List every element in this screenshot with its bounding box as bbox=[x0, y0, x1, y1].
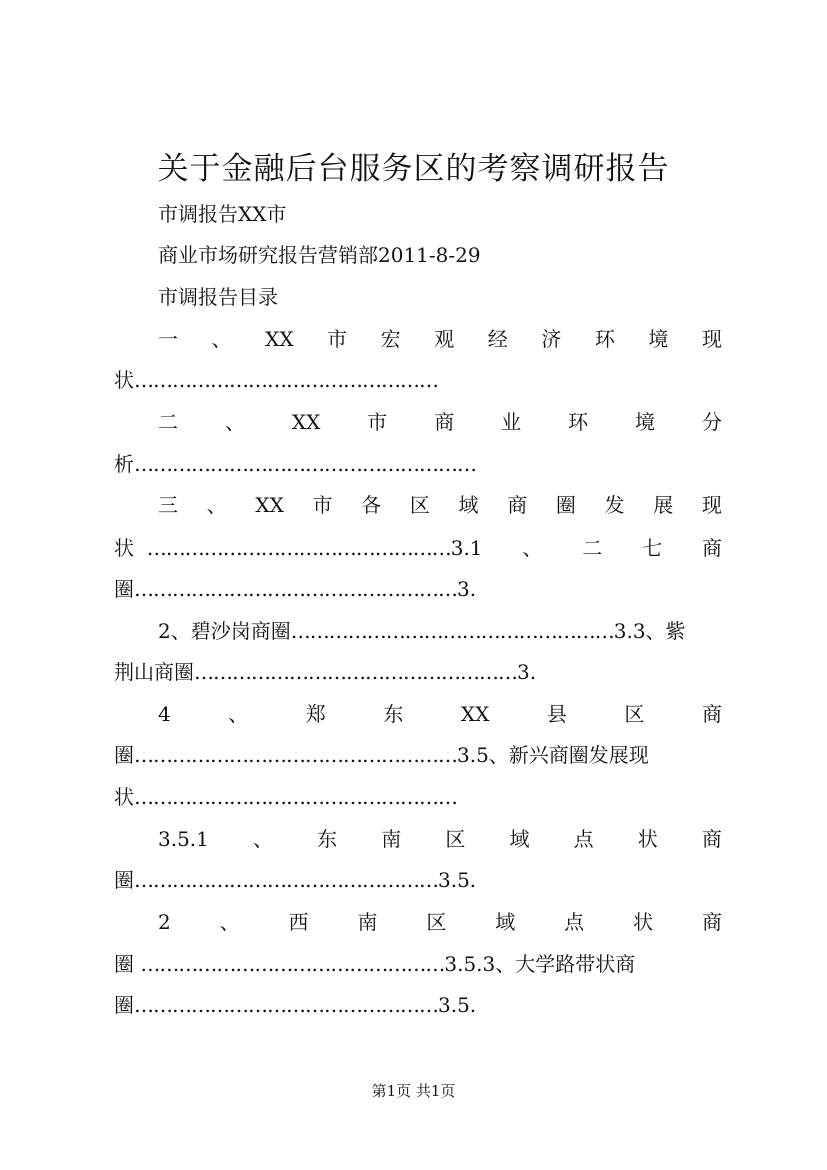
toc-leader-dots: …………………………………………… bbox=[194, 660, 517, 684]
toc-token: 环 bbox=[568, 410, 589, 434]
toc-token: 二 bbox=[158, 410, 178, 434]
toc-token: 境 bbox=[635, 410, 656, 434]
toc-token: 各 bbox=[361, 493, 382, 517]
toc-token: 状 bbox=[633, 910, 654, 934]
toc-token: 点 bbox=[564, 910, 585, 934]
toc-page-ref: 3.3、紫 bbox=[613, 619, 686, 643]
toc-token: 南 bbox=[357, 910, 378, 934]
toc-leader-dots: ……………………………………………… bbox=[134, 452, 476, 476]
toc-token: 展 bbox=[653, 493, 674, 517]
toc-token: 商 bbox=[701, 827, 722, 851]
toc-text: 圈 bbox=[114, 868, 134, 892]
toc-text: 状 bbox=[114, 785, 134, 809]
toc-text: 圈 bbox=[114, 743, 134, 767]
toc-page-ref: 3.5. bbox=[438, 868, 477, 892]
toc-text: 状 bbox=[114, 368, 134, 392]
toc-leader-dots: ………………………………………… bbox=[134, 993, 438, 1017]
toc-token: 七 bbox=[642, 536, 663, 560]
toc-token: 宏 bbox=[380, 327, 401, 351]
toc-item-1-cont bbox=[114, 370, 438, 390]
toc-token: 业 bbox=[501, 410, 522, 434]
toc-leader-dots: ………………………………………… bbox=[140, 952, 445, 976]
toc-token: 环 bbox=[594, 327, 615, 351]
toc-token: 经 bbox=[487, 327, 508, 351]
toc-token: XX bbox=[255, 493, 284, 517]
toc-token: 域 bbox=[458, 493, 479, 517]
toc-text: 析 bbox=[114, 452, 134, 476]
toc-token: 区 bbox=[409, 493, 430, 517]
toc-token: XX bbox=[291, 410, 321, 434]
toc-leader-dots: …………………………………………… bbox=[290, 619, 614, 643]
toc-token: 商 bbox=[701, 536, 722, 560]
toc-item-3-cont-b bbox=[114, 579, 476, 599]
report-category: 市调报告XX市 bbox=[158, 202, 287, 226]
toc-token: 商 bbox=[507, 493, 528, 517]
toc-token: 发 bbox=[604, 493, 625, 517]
toc-token: 济 bbox=[541, 327, 562, 351]
toc-page-ref: 3. bbox=[457, 577, 477, 601]
toc-heading: 市调报告目录 bbox=[158, 285, 278, 309]
toc-token: 市 bbox=[367, 410, 388, 434]
toc-token: 域 bbox=[495, 910, 516, 934]
toc-token: 区 bbox=[445, 827, 466, 851]
toc-item-5-cont2 bbox=[114, 787, 457, 807]
toc-token: 南 bbox=[381, 827, 402, 851]
toc-token: 2 bbox=[158, 910, 171, 934]
toc-token: 、 bbox=[224, 410, 245, 434]
toc-page-ref: 3.5.3、大学路带状商 bbox=[444, 952, 636, 976]
toc-item-7-cont bbox=[114, 954, 635, 974]
toc-item-6-cont bbox=[114, 870, 476, 890]
page-number-footer: 第1页 共1页 bbox=[371, 1082, 456, 1100]
toc-item-7-line bbox=[158, 912, 722, 932]
toc-token: 、 bbox=[522, 536, 543, 560]
toc-token: 西 bbox=[288, 910, 309, 934]
toc-text: 圈 bbox=[114, 993, 134, 1017]
toc-token: 三 bbox=[158, 493, 178, 517]
toc-token: 、 bbox=[206, 493, 227, 517]
toc-token: 区 bbox=[426, 910, 447, 934]
toc-page-ref: 3. bbox=[517, 660, 537, 684]
toc-leader-dots: …………………………………………… bbox=[134, 577, 457, 601]
toc-item-2-cont bbox=[114, 454, 476, 474]
toc-token: 县 bbox=[546, 702, 567, 726]
toc-item-1-line bbox=[158, 329, 722, 349]
toc-item-2-line bbox=[158, 412, 722, 432]
toc-token: 东 bbox=[383, 702, 404, 726]
toc-token: 二 bbox=[582, 536, 603, 560]
toc-token: 点 bbox=[573, 827, 594, 851]
toc-text: 状 bbox=[114, 536, 134, 560]
toc-item-6-line bbox=[158, 829, 722, 849]
toc-token: 状 bbox=[637, 827, 658, 851]
toc-leader-dots: ………………………………………… bbox=[134, 368, 438, 392]
toc-item-4-cont bbox=[114, 662, 536, 682]
toc-token: 观 bbox=[434, 327, 455, 351]
toc-item-3-cont-a bbox=[114, 538, 722, 558]
toc-token: 商 bbox=[701, 702, 722, 726]
toc-token: 现 bbox=[701, 327, 722, 351]
toc-token: 、 bbox=[228, 702, 249, 726]
toc-token: 现 bbox=[701, 493, 722, 517]
toc-item-3-line bbox=[158, 495, 722, 515]
toc-text: 荆山商圈 bbox=[114, 660, 194, 684]
toc-token: XX bbox=[460, 702, 490, 726]
report-source-date: 商业市场研究报告营销部2011-8-29 bbox=[158, 243, 481, 267]
toc-token: 圈 bbox=[555, 493, 576, 517]
toc-token: 东 bbox=[317, 827, 338, 851]
toc-item-4-line bbox=[158, 621, 686, 641]
toc-page-ref: 3.1 bbox=[450, 536, 483, 560]
toc-page-ref: 3.5、新兴商圈发展现 bbox=[457, 743, 649, 767]
toc-token: 、 bbox=[211, 327, 232, 351]
toc-item-5-line bbox=[158, 704, 722, 724]
toc-token: 一 bbox=[158, 327, 178, 351]
toc-token: XX bbox=[265, 327, 294, 351]
toc-token: 商 bbox=[434, 410, 455, 434]
toc-text-group bbox=[114, 538, 483, 558]
toc-token: 市 bbox=[312, 493, 333, 517]
toc-leader-dots: ………………………………………… bbox=[146, 536, 451, 560]
toc-item-5-cont bbox=[114, 745, 649, 765]
toc-token: 分 bbox=[701, 410, 722, 434]
toc-leader-dots: ………………………………………… bbox=[134, 868, 438, 892]
toc-token: 、 bbox=[253, 827, 274, 851]
toc-token: 4 bbox=[158, 702, 171, 726]
toc-token: 域 bbox=[509, 827, 530, 851]
toc-page-ref: 3.5. bbox=[438, 993, 477, 1017]
toc-text: 2、碧沙岗商圈 bbox=[158, 619, 291, 643]
toc-text: 圈 bbox=[114, 577, 134, 601]
toc-text: 圈 bbox=[114, 952, 134, 976]
toc-token: 商 bbox=[701, 910, 722, 934]
toc-leader-dots: …………………………………………… bbox=[134, 743, 457, 767]
toc-token: 境 bbox=[648, 327, 669, 351]
toc-item-7-cont2 bbox=[114, 995, 476, 1015]
toc-token: 郑 bbox=[305, 702, 326, 726]
toc-leader-dots: …………………………………………… bbox=[134, 785, 457, 809]
toc-token: 市 bbox=[327, 327, 348, 351]
toc-token: 3.5.1 bbox=[158, 827, 209, 851]
document-title: 关于金融后台服务区的考察调研报告 bbox=[157, 151, 670, 187]
toc-token: 、 bbox=[219, 910, 240, 934]
toc-token: 区 bbox=[624, 702, 645, 726]
